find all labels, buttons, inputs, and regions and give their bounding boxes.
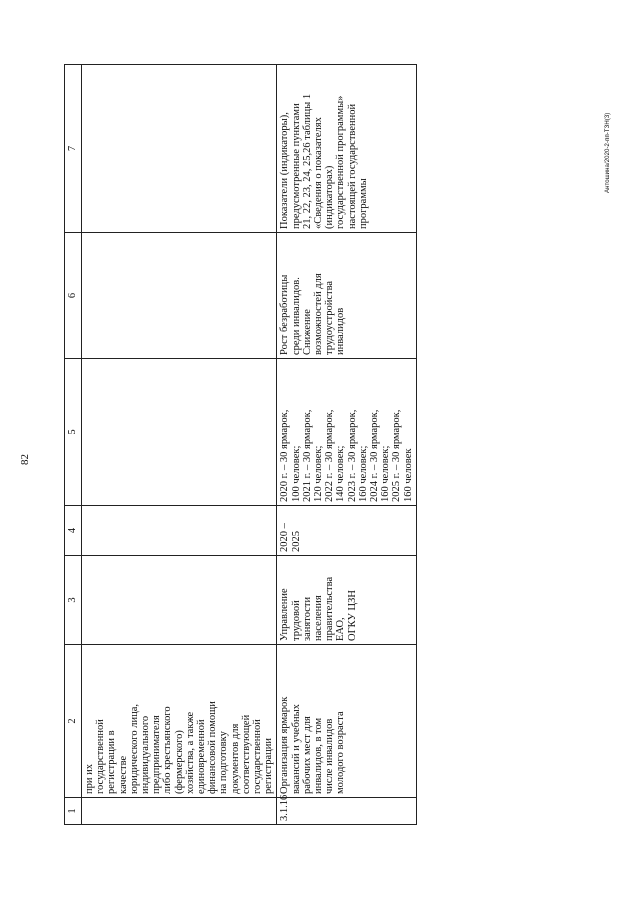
measures-table (64, 64, 417, 825)
cell-expected-result: 2020 г. – 30 ярмарок, 100 человек; 2021 г. – 30 ярмарок, 120 человек; 2022 г. – 30 ярмарок, 140 человек; 2023 г. – 30 ярмарок, 160 человек; 2024 г. – 30 ярмарок, 160 человек; 2025 г. – 30 ярмарок, 160 человек (277, 359, 416, 506)
header-col-3: 3 (65, 556, 82, 645)
header-col-1: 1 (65, 798, 82, 825)
header-col-2: 2 (65, 645, 82, 798)
header-col-6: 6 (65, 233, 82, 359)
table-row-continuation (82, 65, 277, 825)
cell-number: 3.1.16 (277, 798, 416, 825)
page-number: 82 (19, 454, 31, 465)
footer-code: Антошина/2020-2-пп-ТЗН(3) (605, 112, 611, 193)
cell-consequences (82, 233, 277, 359)
cell-indicators: Показатели (индикаторы), предусмотренные пунктами 21, 22, 23, 24, 25,26 таблицы 1 «Сведения о показателях (индикаторах) государственной программы» настоящей государственной программы (277, 65, 416, 233)
cell-period (82, 506, 277, 556)
header-col-4: 4 (65, 506, 82, 556)
cell-measure-name: при их государственной регистрации в качестве юридического лица, индивидуального предпринимателя либо крестьянского (фермерского) хозяйства, а также единовременной финансовой помощи на подготовку документов для соответствующей государственной регистрации (82, 645, 277, 798)
cell-executor: Управление трудовой занятости населения правительства ЕАО, ОГКУ ЦЗН (277, 556, 416, 645)
cell-measure-name: Организация ярмарок вакансий и учебных рабочих мест для инвалидов, в том числе инвалидов молодого возраста (277, 645, 416, 798)
cell-indicators (82, 65, 277, 233)
cell-expected-result (82, 359, 277, 506)
cell-number (82, 798, 277, 825)
cell-consequences: Рост безработицы среди инвалидов. Снижение возможностей для трудоустройства инвалидов (277, 233, 416, 359)
header-col-7: 7 (65, 65, 82, 233)
header-col-5: 5 (65, 359, 82, 506)
table-row-3-1-16 (277, 65, 416, 825)
cell-period: 2020 – 2025 (277, 506, 416, 556)
header-row (65, 65, 82, 825)
cell-executor (82, 556, 277, 645)
